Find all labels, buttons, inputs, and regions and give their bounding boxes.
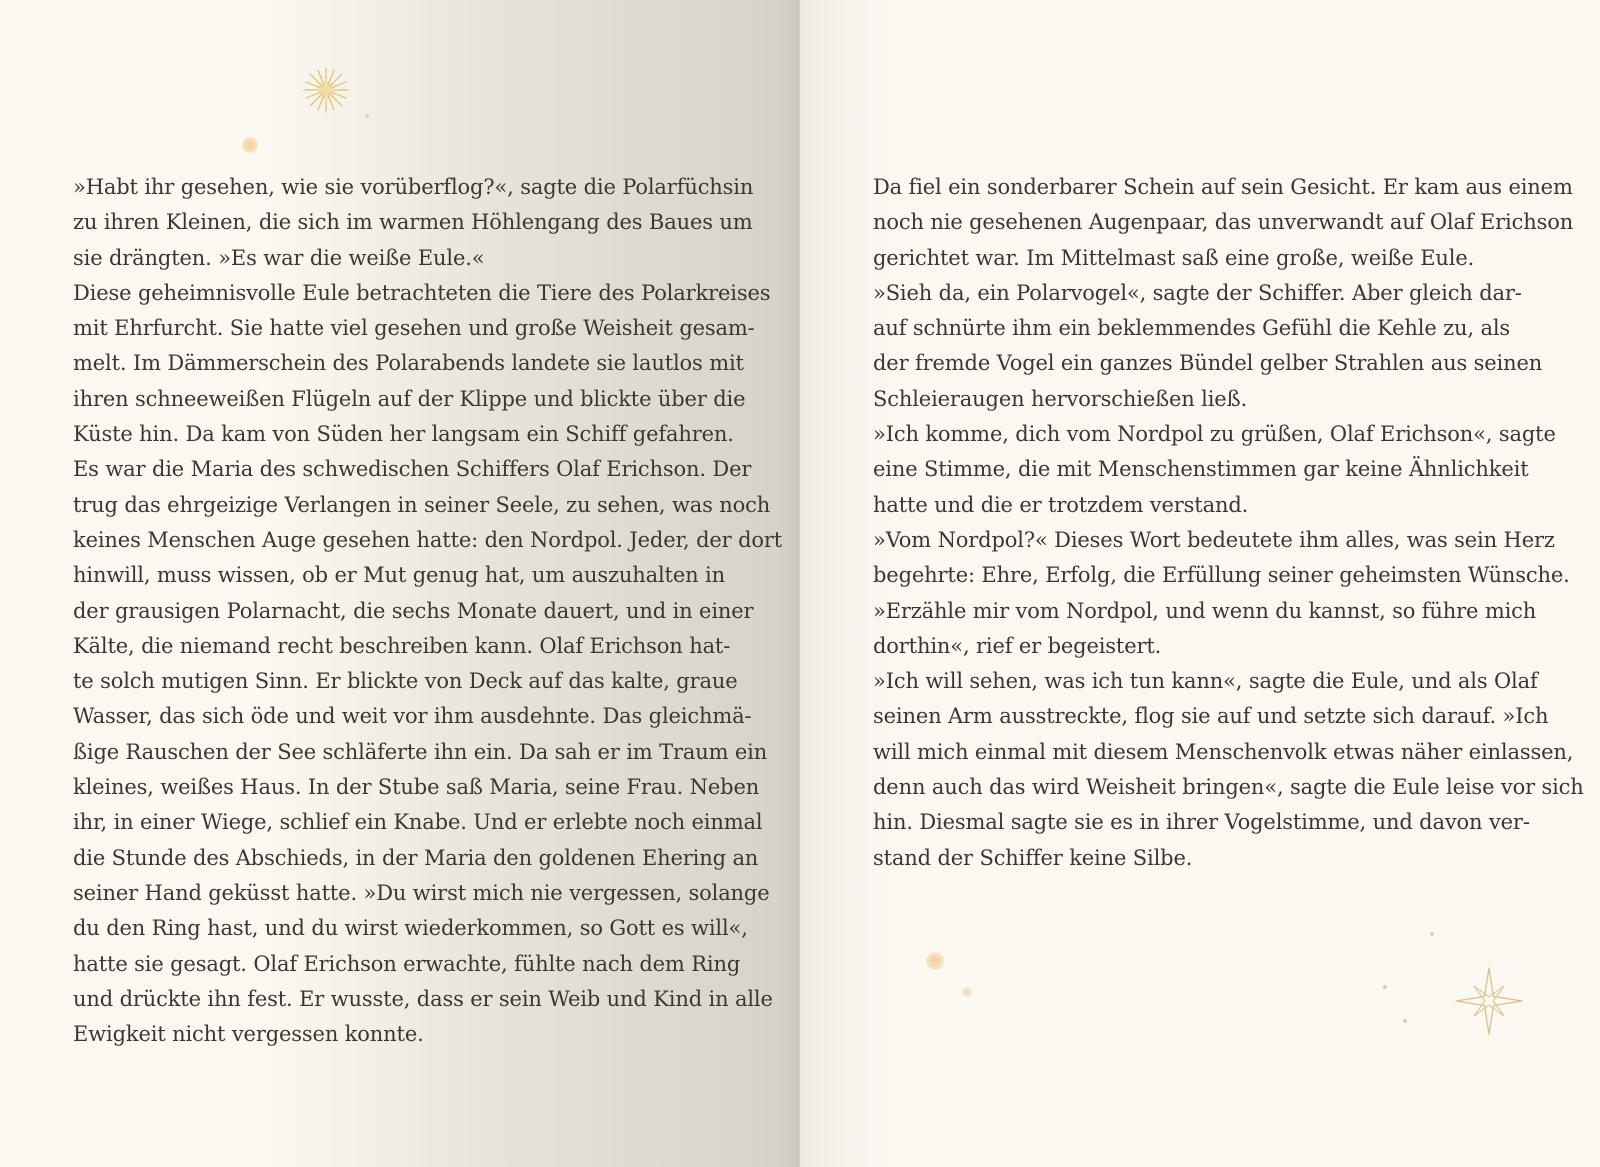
text-line: »Ich komme, dich vom Nordpol zu grüßen, Olaf Erichson«, sagte	[873, 422, 1556, 447]
text-line: ihr, in einer Wiege, schlief ein Knabe. Und er erlebte noch einmal	[73, 810, 763, 835]
text-line: seiner Hand geküsst hatte. »Du wirst mich nie vergessen, solange	[73, 880, 770, 905]
text-line: begehrte: Ehre, Erfolg, die Erfüllung seiner geheimsten Wünsche.	[873, 563, 1570, 588]
text-line: Diese geheimnisvolle Eule betrachteten die Tiere des Polarkreises	[73, 280, 771, 305]
text-line: trug das ehrgeizige Verlangen in seiner Seele, zu sehen, was noch	[73, 492, 771, 517]
outline-star-icon	[1454, 966, 1524, 1036]
text-line: denn auch das wird Weisheit bringen«, sagte die Eule leise vor sich	[873, 775, 1584, 800]
text-line: keines Menschen Auge gesehen hatte: den Nordpol. Jeder, der dort	[73, 527, 783, 552]
sparkle-star-icon	[300, 64, 352, 116]
text-line: Küste hin. Da kam von Süden her langsam ein Schiff gefahren.	[73, 422, 734, 447]
text-line: kleines, weißes Haus. In der Stube saß Maria, seine Frau. Neben	[73, 775, 760, 800]
text-line: hatte und die er trotzdem verstand.	[873, 492, 1249, 517]
glow-dot	[1383, 985, 1387, 989]
text-line: »Vom Nordpol?« Dieses Wort bedeutete ihm alles, was sein Herz	[873, 527, 1555, 552]
text-line: hin. Diesmal sagte sie es in ihrer Vogelstimme, und davon ver-	[873, 810, 1530, 835]
glow-dot	[1430, 932, 1434, 936]
text-line: ßige Rauschen der See schläferte ihn ein. Da sah er im Traum ein	[73, 739, 768, 764]
left-page-text	[73, 170, 782, 1052]
text-line: gerichtet war. Im Mittelmast saß eine große, weiße Eule.	[873, 245, 1475, 270]
text-line: hinwill, muss wissen, ob er Mut genug hat, um auszuhalten in	[73, 563, 725, 588]
text-line: Kälte, die niemand recht beschreiben kann. Olaf Erichson hat-	[73, 633, 731, 658]
text-line: will mich einmal mit diesem Menschenvolk etwas näher einlassen,	[873, 739, 1574, 764]
text-line: der fremde Vogel ein ganzes Bündel gelber Strahlen aus seinen	[873, 351, 1543, 376]
text-line: stand der Schiffer keine Silbe.	[873, 845, 1193, 870]
text-line: »Erzähle mir vom Nordpol, und wenn du kannst, so führe mich	[873, 598, 1537, 623]
text-line: sie drängten. »Es war die weiße Eule.«	[73, 245, 485, 270]
text-line: eine Stimme, die mit Menschenstimmen gar keine Ähnlichkeit	[873, 457, 1529, 482]
text-line: du den Ring hast, und du wirst wiederkommen, so Gott es will«,	[73, 916, 748, 941]
glow-dot	[962, 987, 972, 997]
text-line: dorthin«, rief er begeistert.	[873, 633, 1162, 658]
text-line: mit Ehrfurcht. Sie hatte viel gesehen und große Weisheit gesam-	[73, 316, 755, 341]
text-line: der grausigen Polarnacht, die sechs Monate dauert, und in einer	[73, 598, 754, 623]
text-line: »Sieh da, ein Polarvogel«, sagte der Schiffer. Aber gleich dar-	[873, 280, 1522, 305]
glow-dot	[365, 114, 369, 118]
text-line: Schleieraugen hervorschießen ließ.	[873, 386, 1247, 411]
text-line: die Stunde des Abschieds, in der Maria den goldenen Ehering an	[73, 845, 759, 870]
text-line: seinen Arm ausstreckte, flog sie auf und setzte sich darauf. »Ich	[873, 704, 1549, 729]
right-page	[800, 0, 1600, 1167]
text-line: und drückte ihn fest. Er wusste, dass er sein Weib und Kind in alle	[73, 986, 773, 1011]
glow-dot	[926, 952, 944, 970]
text-line: »Habt ihr gesehen, wie sie vorüberflog?«, sagte die Polarfüchsin	[73, 175, 754, 199]
glow-dot	[1403, 1019, 1407, 1023]
text-line: hatte sie gesagt. Olaf Erichson erwachte, fühlte nach dem Ring	[73, 951, 741, 976]
text-line: ihren schneeweißen Flügeln auf der Klippe und blickte über die	[73, 386, 746, 411]
text-line: melt. Im Dämmerschein des Polarabends landete sie lautlos mit	[73, 351, 744, 376]
text-line: Es war die Maria des schwedischen Schiffers Olaf Erichson. Der	[73, 457, 752, 482]
text-line: Ewigkeit nicht vergessen konnte.	[73, 1022, 424, 1047]
text-line: auf schnürte ihm ein beklemmendes Gefühl die Kehle zu, als	[873, 316, 1511, 341]
right-page-text	[873, 170, 1584, 876]
text-line: noch nie gesehenen Augenpaar, das unverwandt auf Olaf Erichson	[873, 210, 1574, 235]
text-line: zu ihren Kleinen, die sich im warmen Höhlengang des Baues um	[73, 210, 753, 235]
glow-dot	[242, 137, 258, 153]
text-line: te solch mutigen Sinn. Er blickte von Deck auf das kalte, graue	[73, 669, 738, 694]
text-line: »Ich will sehen, was ich tun kann«, sagte die Eule, und als Olaf	[873, 669, 1538, 694]
text-line: Wasser, das sich öde und weit vor ihm ausdehnte. Das gleichmä-	[73, 704, 752, 729]
text-line: Da fiel ein sonderbarer Schein auf sein Gesicht. Er kam aus einem	[873, 175, 1573, 199]
